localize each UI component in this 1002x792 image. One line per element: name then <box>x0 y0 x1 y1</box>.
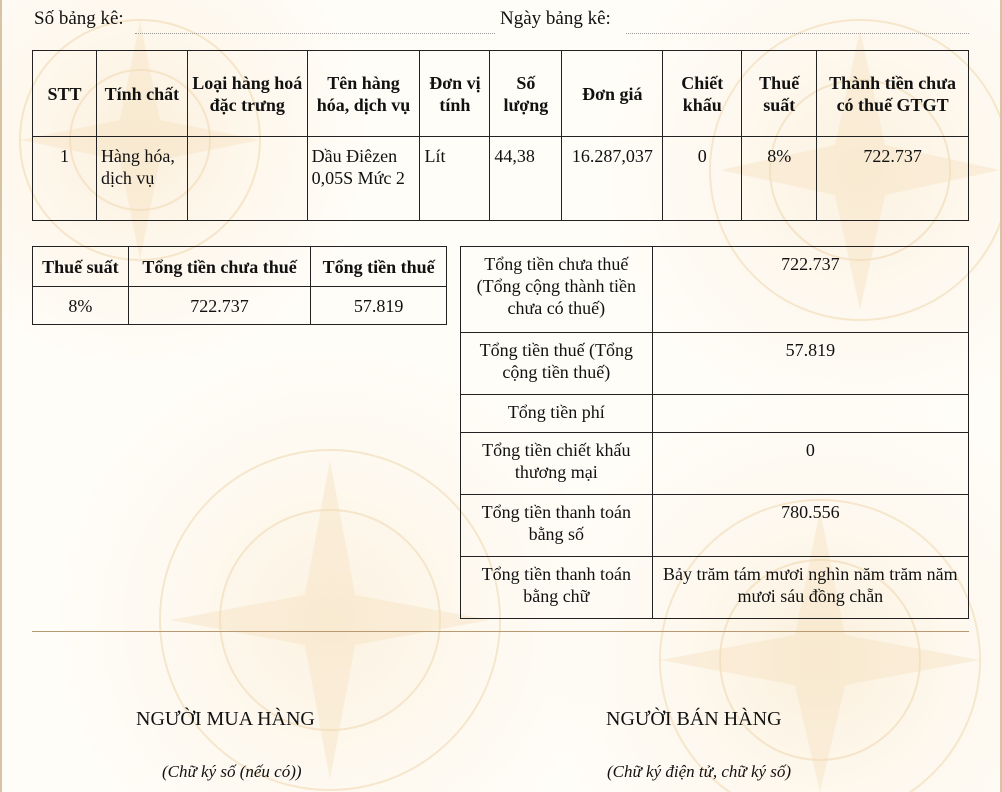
summary-row <box>461 333 969 395</box>
summary-label-pre-tax: Tổng tiền chưa thuế (Tổng cộng thành tiền chưa có thuế) <box>461 247 653 333</box>
buyer-signature-title: NGƯỜI MUA HÀNG <box>136 708 315 730</box>
summary-value-total-words: Bảy trăm tám mươi nghìn năm trăm năm mươi sáu đồng chẵn <box>652 557 968 619</box>
summary-value-fee <box>652 395 968 433</box>
header-tax-rate: Thuế suất <box>742 51 817 137</box>
tax-header-tax: Tổng tiền thuế <box>311 247 447 287</box>
summary-value-total-number: 780.556 <box>652 495 968 557</box>
header-stt: STT <box>33 51 97 137</box>
header-discount: Chiết khấu <box>663 51 742 137</box>
tax-cell-tax: 57.819 <box>311 287 447 325</box>
tax-table-header-row <box>33 247 447 287</box>
header-unit-price: Đơn giá <box>562 51 663 137</box>
header-special-type: Loại hàng hoá đặc trưng <box>187 51 307 137</box>
cell-amount: 722.737 <box>817 137 969 221</box>
cell-quantity: 44,38 <box>490 137 562 221</box>
section-divider <box>32 631 969 632</box>
items-table-header-row <box>33 51 969 137</box>
seller-signature-note: (Chữ ký điện tử, chữ ký số) <box>607 762 792 781</box>
table-row <box>33 137 969 221</box>
summary-value-tax: 57.819 <box>652 333 968 395</box>
invoice-list-number-label: Số bảng kê: <box>34 8 124 29</box>
summary-label-fee: Tổng tiền phí <box>461 395 653 433</box>
tax-rate-table <box>32 246 447 325</box>
summary-label-discount: Tổng tiền chiết khấu thương mại <box>461 433 653 495</box>
header-quantity: Số lượng <box>490 51 562 137</box>
tax-cell-rate: 8% <box>33 287 129 325</box>
summary-label-total-words: Tổng tiền thanh toán bằng chữ <box>461 557 653 619</box>
summary-row <box>461 395 969 433</box>
invoice-list-date-line <box>626 33 969 34</box>
summary-row <box>461 433 969 495</box>
header-amount: Thành tiền chưa có thuế GTGT <box>817 51 969 137</box>
items-table <box>32 50 969 221</box>
cell-unit-price: 16.287,037 <box>562 137 663 221</box>
tax-cell-pre-tax: 722.737 <box>128 287 311 325</box>
header-unit: Đơn vị tính <box>420 51 490 137</box>
invoice-list-date-label: Ngày bảng kê: <box>500 8 611 29</box>
cell-special-type <box>187 137 307 221</box>
cell-tax-rate: 8% <box>742 137 817 221</box>
buyer-signature-note: (Chữ ký số (nếu có)) <box>162 762 302 781</box>
totals-summary-table <box>460 246 969 619</box>
summary-label-tax: Tổng tiền thuế (Tổng cộng tiền thuế) <box>461 333 653 395</box>
summary-label-total-number: Tổng tiền thanh toán bằng số <box>461 495 653 557</box>
summary-value-pre-tax: 722.737 <box>652 247 968 333</box>
summary-value-discount: 0 <box>652 433 968 495</box>
table-row <box>33 287 447 325</box>
cell-item-name: Dầu Điêzen 0,05S Mức 2 <box>307 137 420 221</box>
header-item-name: Tên hàng hóa, dịch vụ <box>307 51 420 137</box>
header-nature: Tính chất <box>96 51 187 137</box>
cell-stt: 1 <box>33 137 97 221</box>
tax-header-pre-tax: Tổng tiền chưa thuế <box>128 247 311 287</box>
summary-row <box>461 557 969 619</box>
invoice-list-number-line <box>135 33 495 34</box>
seller-signature-title: NGƯỜI BÁN HÀNG <box>606 708 782 730</box>
summary-row <box>461 495 969 557</box>
summary-row <box>461 247 969 333</box>
cell-nature: Hàng hóa, dịch vụ <box>96 137 187 221</box>
cell-discount: 0 <box>663 137 742 221</box>
cell-unit: Lít <box>420 137 490 221</box>
tax-header-rate: Thuế suất <box>33 247 129 287</box>
